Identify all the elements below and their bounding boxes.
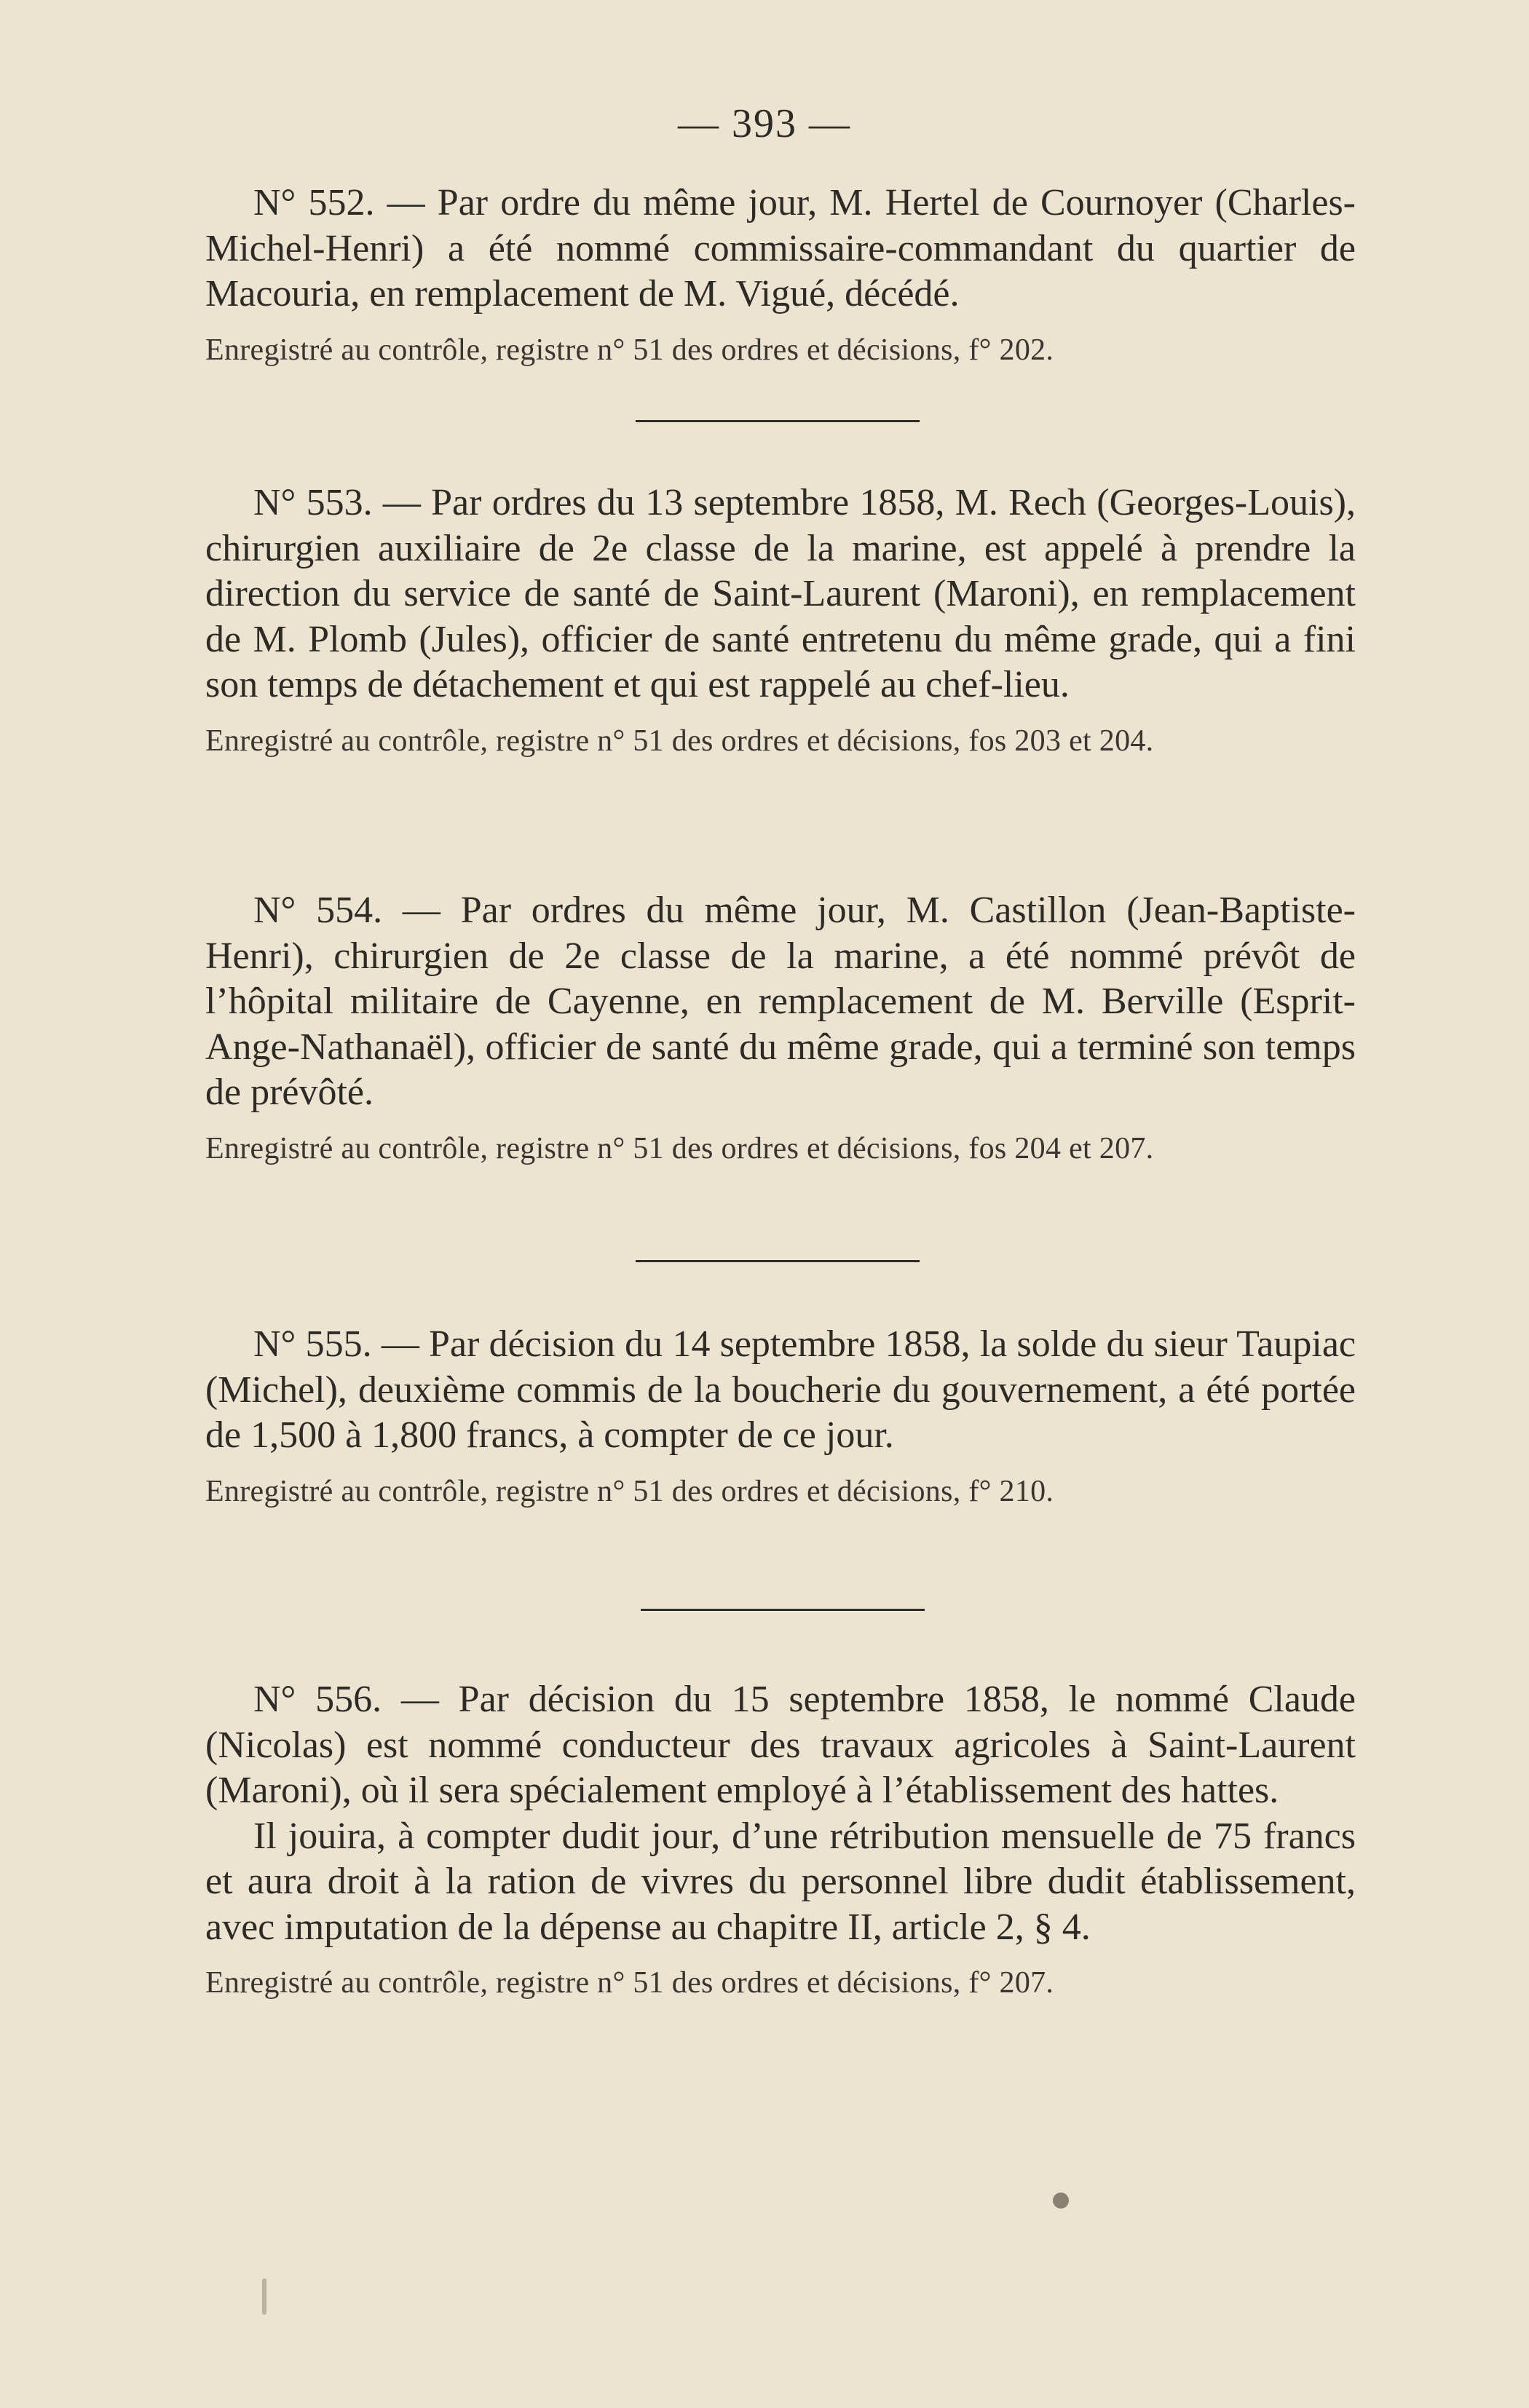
separator-rule (641, 1609, 925, 1611)
entry-554 (205, 888, 1356, 1167)
entry-556 (205, 1677, 1356, 2001)
entry-text: N° 554. — Par ordres du même jour, M. Castillon (Jean-Baptiste-Henri), chirurgien de 2e classe de la marine, a été nommé prévôt de l’hôpital militaire de Cayenne, en remplacement de M. Berville (Esprit-Ange-Nathanaël), officier de santé du même grade, qui a terminé son temps de prévôté. (205, 890, 1356, 1113)
registration-note: Enregistré au contrôle, registre n° 51 des ordres et décisions, fos 203 et 204. (205, 724, 1154, 758)
entry-553 (205, 480, 1356, 759)
separator-rule (636, 1260, 920, 1262)
entry-555 (205, 1322, 1356, 1510)
entry-text: N° 555. — Par décision du 14 septembre 1858, la solde du sieur Taupiac (Michel), deuxième commis de la boucherie du gouvernement, a été portée de 1,500 à 1,800 francs, à compter de ce jour. (205, 1323, 1356, 1456)
registration-note: Enregistré au contrôle, registre n° 51 des ordres et décisions, f° 207. (205, 1966, 1054, 2000)
page-number: — 393 — (678, 101, 851, 146)
entry-text: N° 556. — Par décision du 15 septembre 1858, le nommé Claude (Nicolas) est nommé conducteur des travaux agricoles à Saint-Laurent (Maroni), où il sera spécialement employé à l’établissement des hattes. (205, 1679, 1356, 1811)
ink-speck (1053, 2193, 1069, 2209)
separator-rule (636, 420, 920, 422)
entry-text-continued: Il jouira, à compter dudit jour, d’une rétribution mensuelle de 75 francs et aura droit à la ration de vivres du personnel libre dudit établissement, avec imputation de la dépense au chapitre II, article 2, § 4. (205, 1815, 1356, 1948)
ink-speck (262, 2278, 266, 2315)
entry-text: N° 552. — Par ordre du même jour, M. Hertel de Cournoyer (Charles-Michel-Henri) a été nommé commissaire-commandant du quartier de Macouria, en remplacement de M. Vigué, décédé. (205, 182, 1356, 314)
entry-text: N° 553. — Par ordres du 13 septembre 1858, M. Rech (Georges-Louis), chirurgien auxiliaire de 2e classe de la marine, est appelé à prendre la direction du service de santé de Saint-Laurent (Maroni), en remplacement de M. Plomb (Jules), officier de santé entretenu du même grade, qui a fini son temps de détachement et qui est rappelé au chef-lieu. (205, 482, 1356, 705)
registration-note: Enregistré au contrôle, registre n° 51 des ordres et décisions, f° 210. (205, 1474, 1054, 1508)
registration-note: Enregistré au contrôle, registre n° 51 des ordres et décisions, f° 202. (205, 333, 1054, 367)
entry-552 (205, 181, 1356, 368)
registration-note: Enregistré au contrôle, registre n° 51 des ordres et décisions, fos 204 et 207. (205, 1131, 1154, 1165)
